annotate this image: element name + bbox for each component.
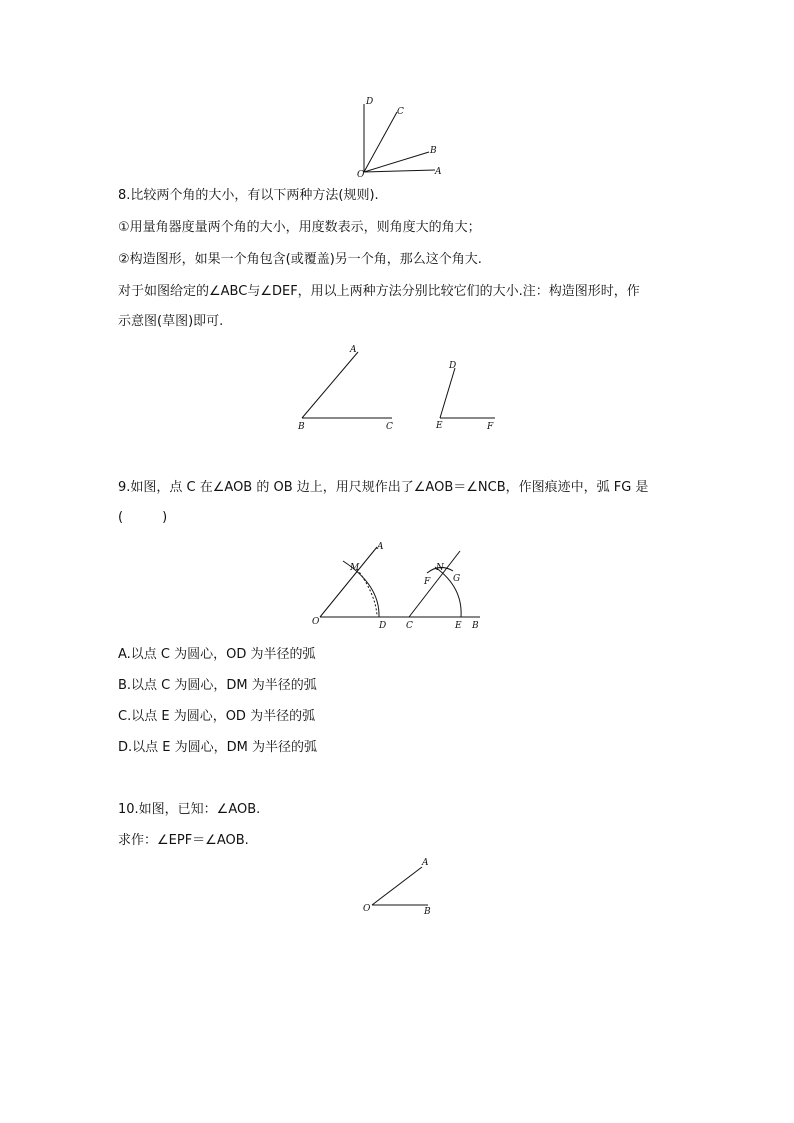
label-M: M (350, 563, 360, 573)
angle-aob-figure (358, 853, 438, 918)
label-C: C (397, 107, 404, 117)
angle-figure-top (355, 92, 455, 182)
label-D: D (379, 621, 387, 631)
label-O: O (312, 617, 320, 627)
label-N: N (436, 563, 444, 573)
label-D: D (366, 97, 374, 107)
label-A: A (422, 858, 429, 868)
q10-task: 求作：∠EPF＝∠AOB. (118, 833, 249, 848)
label-O: O (357, 170, 365, 180)
q10-title: 10.如图，已知：∠AOB. (118, 802, 261, 817)
label-E: E (436, 421, 443, 431)
label-E: E (455, 621, 462, 631)
label-B: B (472, 621, 479, 631)
label-D: D (449, 361, 457, 371)
label-B: B (430, 146, 437, 156)
label-O: O (363, 904, 371, 914)
q8-instruction-line2: 示意图(草图)即可. (118, 314, 224, 329)
label-C: C (386, 422, 393, 432)
construction-figure (305, 535, 495, 635)
q8-instruction-line1: 对于如图给定的∠ABC与∠DEF，用以上两种方法分别比较它们的大小.注：构造图形时，作 (118, 284, 640, 299)
label-F: F (424, 577, 431, 587)
label-A: A (435, 167, 442, 177)
q8-method1: ①用量角器度量两个角的大小，用度数表示，则角度大的角大； (118, 220, 481, 235)
label-G: G (453, 574, 461, 584)
q9-title: 9.如图，点 C 在∠AOB 的 OB 边上，用尺规作出了∠AOB＝∠NCB，作图痕迹中，弧 FG 是 (118, 480, 649, 495)
q9-option-c: C.以点 E 为圆心，OD 为半径的弧 (118, 709, 316, 724)
label-F: F (487, 422, 494, 432)
label-B: B (298, 422, 305, 432)
label-C: C (406, 621, 413, 631)
q9-option-b: B.以点 C 为圆心，DM 为半径的弧 (118, 678, 317, 693)
angle-abc-def-figure (290, 340, 510, 435)
q9-bracket: ( ) (118, 510, 168, 525)
q9-option-a: A.以点 C 为圆心，OD 为半径的弧 (118, 647, 316, 662)
label-A: A (350, 345, 357, 355)
q8-title: 8.比较两个角的大小，有以下两种方法(规则). (118, 188, 379, 203)
label-B: B (424, 907, 431, 917)
q9-option-d: D.以点 E 为圆心，DM 为半径的弧 (118, 740, 317, 755)
q8-method2: ②构造图形，如果一个角包含(或覆盖)另一个角，那么这个角大. (118, 252, 482, 267)
label-A: A (377, 542, 384, 552)
